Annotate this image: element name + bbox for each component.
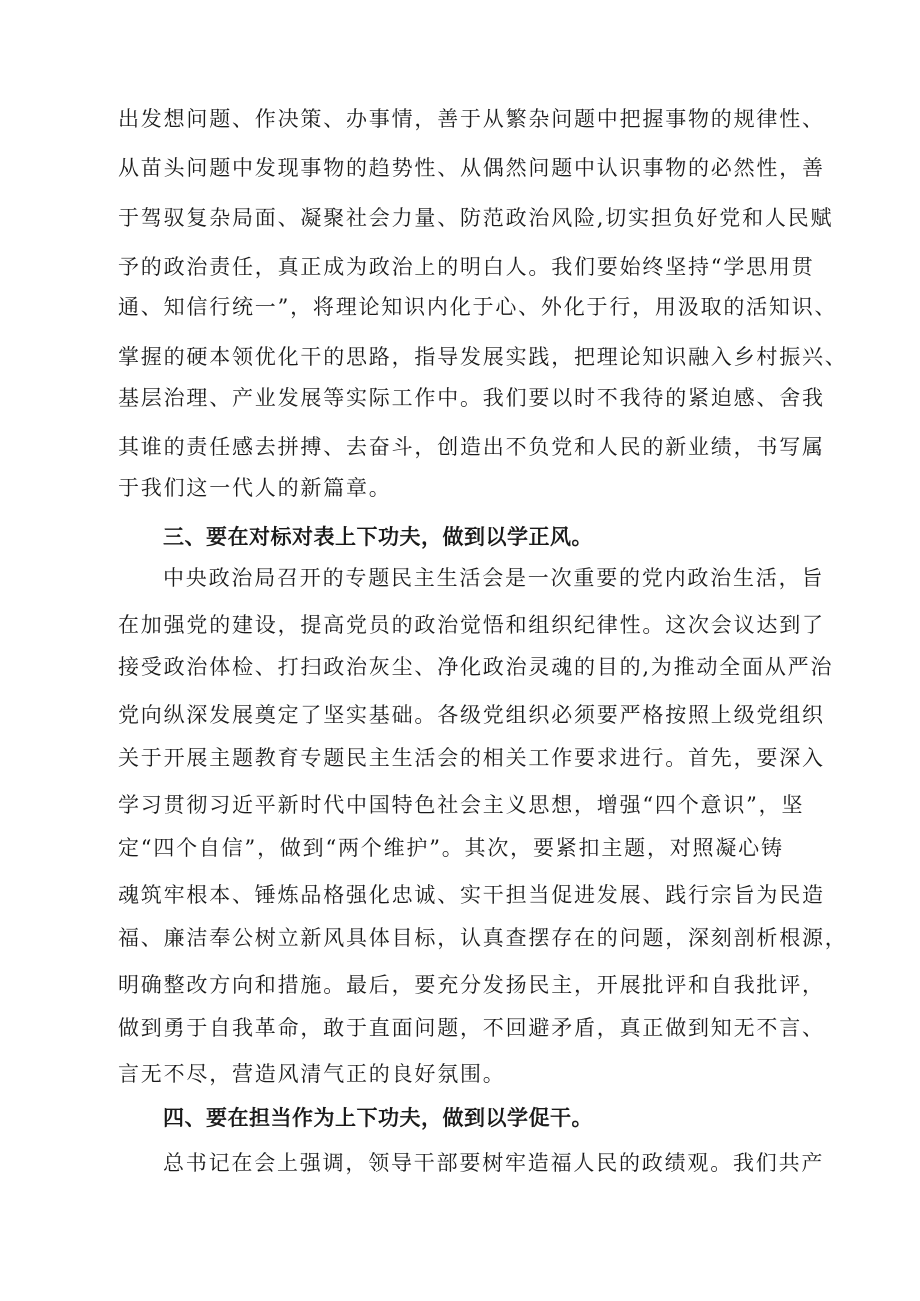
text-line: 总书记在会上强调，领导干部要树牢造福人民的政绩观。我们共产	[163, 1151, 825, 1175]
text-line: 福、廉洁奉公树立新风具体目标，认真查摆存在的问题，深刻剖析根源，	[118, 926, 848, 950]
text-line: 其谁的责任感去拼搏、去奋斗，创造出不负党和人民的新业绩，书写属	[118, 435, 825, 459]
text-line: 接受政治体检、打扫政治灰尘、净化政治灵魂的目的,为推动全面从严治	[118, 655, 834, 679]
text-line: 通、知信行统一”，将理论知识内化于心、外化于行，用汲取的活知识、	[118, 295, 838, 319]
text-line: 明确整改方向和措施。最后，要充分发扬民主，开展批评和自我批评，	[118, 973, 825, 997]
text-line: 基层治理、产业发展等实际工作中。我们要以时不我待的紧迫感、舍我	[118, 386, 825, 410]
text-line: 学习贯彻习近平新时代中国特色社会主义思想，增强“四个意识”，坚	[118, 793, 805, 817]
text-line: 中央政治局召开的专题民主生活会是一次重要的党内政治生活，旨	[163, 566, 825, 590]
text-line: 言无不尽，营造风清气正的良好氛围。	[118, 1062, 506, 1086]
section-heading-3: 三、要在对标对表上下功夫，做到以学正风。	[163, 525, 593, 549]
text-line: 魂筑牢根本、锤炼品格强化忠诚、实干担当促进发展、践行宗旨为民造	[118, 883, 825, 907]
text-line: 掌握的硬本领优化干的思路，指导发展实践，把理论知识融入乡村振兴、	[118, 345, 848, 369]
text-line: 做到勇于自我革命，敢于直面问题，不回避矛盾，真正做到知无不言、	[118, 1016, 825, 1040]
text-line: 出发想问题、作决策、办事情，善于从繁杂问题中把握事物的规律性、	[118, 107, 825, 131]
text-line: 关于开展主题教育专题民主生活会的相关工作要求进行。首先，要深入	[118, 746, 825, 770]
text-line: 从苗头问题中发现事物的趋势性、从偶然问题中认识事物的必然性，善	[118, 156, 825, 180]
text-line: 党向纵深发展奠定了坚实基础。各级党组织必须要严格按照上级党组织	[118, 703, 825, 727]
section-heading-4: 四、要在担当作为上下功夫，做到以学促干。	[163, 1106, 593, 1130]
text-line: 予的政治责任，真正成为政治上的明白人。我们要始终坚持“学思用贯	[118, 255, 815, 279]
text-line: 于我们这一代人的新篇章。	[118, 476, 392, 500]
text-line: 在加强党的建设，提高党员的政治觉悟和组织纪律性。这次会议达到了	[118, 613, 825, 637]
text-line: 定“四个自信”，做到“两个维护”。其次，要紧扣主题，对照凝心铸	[118, 836, 784, 860]
text-line: 于驾驭复杂局面、凝聚社会力量、防范政治风险,切实担负好党和人民赋	[118, 206, 834, 230]
